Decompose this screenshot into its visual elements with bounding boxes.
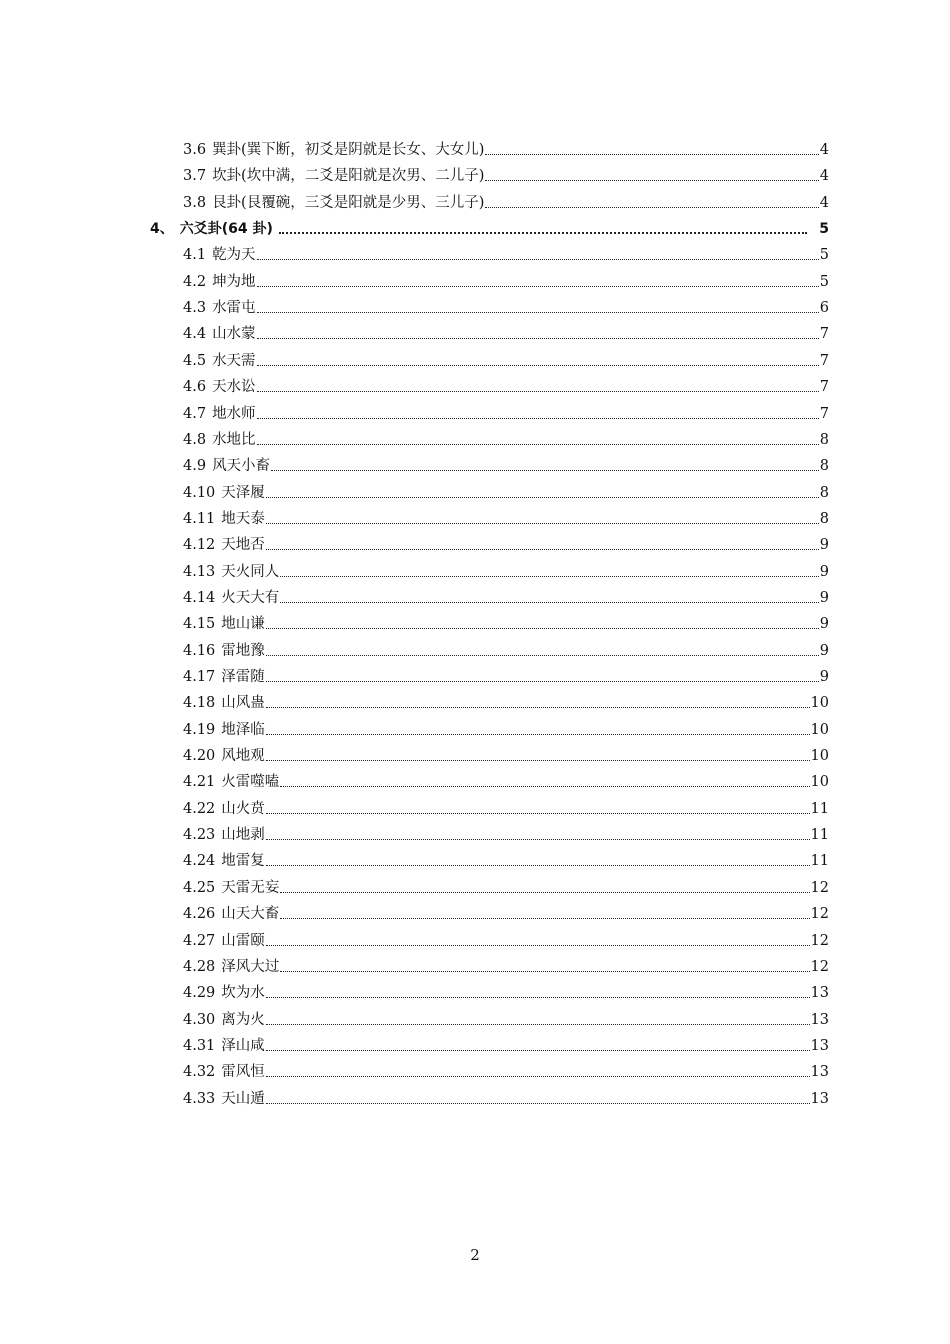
toc-entry-number: 4.19 (183, 721, 216, 738)
dot-leader (266, 707, 810, 708)
toc-entry[interactable] (183, 800, 829, 818)
toc-entry-number: 4.28 (183, 958, 216, 975)
toc-entry-number: 4.2 (183, 273, 207, 290)
toc-entry-number: 4.29 (183, 985, 216, 1002)
dot-leader (266, 1076, 810, 1077)
toc-entry-page: 11 (810, 853, 829, 870)
toc-entry-number: 4.22 (183, 800, 216, 817)
dot-leader (280, 971, 809, 972)
toc-entry-number: 4.30 (183, 1011, 216, 1028)
toc-entry-page: 13 (810, 1037, 829, 1054)
toc-entry-number: 4、 (150, 221, 174, 238)
toc-entry-number: 3.7 (183, 168, 207, 185)
toc-entry[interactable] (183, 352, 829, 370)
toc-entry[interactable] (183, 747, 829, 765)
toc-entry[interactable] (183, 563, 829, 581)
toc-entry-number: 4.17 (183, 669, 216, 685)
toc-entry-page: 13 (810, 1064, 829, 1081)
toc-entry[interactable] (183, 694, 829, 712)
toc-entry-title: 乾为天 (212, 247, 256, 264)
toc-entry-number: 4.26 (183, 906, 216, 923)
toc-entry-title: 天火同人 (221, 563, 280, 580)
page-number: 2 (470, 1246, 480, 1264)
toc-entry-number: 4.13 (183, 563, 216, 580)
toc-entry-page: 12 (810, 958, 829, 975)
toc-entry[interactable] (183, 852, 829, 870)
toc-entry-page: 10 (810, 748, 829, 765)
dot-leader (266, 681, 819, 682)
toc-entry-number: 4.27 (183, 932, 216, 949)
toc-entry-title: 地山谦 (221, 616, 265, 633)
toc-entry-title: 泽山咸 (221, 1037, 265, 1054)
toc-entry-page: 5 (819, 273, 829, 290)
toc-entry-page: 13 (810, 1011, 829, 1028)
toc-entry[interactable] (183, 905, 829, 923)
toc-entry[interactable] (183, 1063, 829, 1081)
toc-entry-page: 4 (819, 194, 829, 211)
toc-entry-page: 5 (819, 247, 829, 264)
dot-leader (257, 418, 819, 419)
dot-leader (266, 734, 810, 735)
toc-entry-number: 4.7 (183, 405, 207, 422)
toc-entry-title: 坎为水 (221, 985, 265, 1002)
dot-leader (257, 444, 819, 445)
toc-entry-title: 雷风恒 (221, 1064, 265, 1081)
toc-entry-number: 4.20 (183, 748, 216, 765)
toc-entry-title: 天山遁 (221, 1090, 265, 1107)
dot-leader (266, 813, 810, 814)
toc-entry-number: 4.16 (183, 642, 216, 659)
toc-entry-title: 艮卦(艮覆碗，三爻是阳就是少男、三儿子) (212, 194, 485, 211)
toc-entry[interactable] (183, 958, 829, 976)
toc-entry-number: 4.24 (183, 853, 216, 870)
dot-leader (266, 865, 810, 866)
toc-entry-title: 地水师 (212, 405, 256, 422)
toc-entry-number: 4.32 (183, 1064, 216, 1081)
toc-entry-page: 10 (810, 721, 829, 738)
dot-leader (257, 365, 819, 366)
toc-entry[interactable] (183, 431, 829, 449)
toc-entry-page: 5 (819, 221, 829, 238)
dot-leader (266, 760, 810, 761)
toc-entry-title: 天雷无妄 (221, 879, 280, 896)
toc-entry-page: 4 (819, 168, 829, 185)
toc-entry-number: 4.11 (183, 510, 216, 527)
dot-leader (485, 154, 818, 155)
toc-entry-page: 12 (810, 879, 829, 896)
toc-entry-title: 山火贲 (221, 800, 265, 817)
toc-entry-page: 10 (810, 774, 829, 791)
toc-entry-number: 3.6 (183, 142, 207, 158)
toc-entry-number: 4.33 (183, 1090, 216, 1107)
toc-entry-number: 4.12 (183, 537, 216, 554)
toc-entry-page: 11 (810, 800, 829, 817)
dot-leader (266, 549, 819, 550)
toc-entry-title: 巽卦(巽下断，初爻是阴就是长女、大女儿) (212, 142, 485, 158)
toc-entry-page: 7 (819, 326, 829, 343)
toc-entry-number: 4.3 (183, 300, 207, 317)
toc-entry-number: 4.21 (183, 774, 216, 791)
toc-entry-page: 7 (819, 379, 829, 396)
toc-entry-number: 4.25 (183, 879, 216, 896)
toc-entry[interactable] (183, 984, 829, 1002)
toc-chapter-entry[interactable] (150, 220, 829, 238)
toc-entry-number: 4.14 (183, 589, 216, 606)
dot-leader (266, 997, 810, 998)
toc-entry-page: 8 (819, 458, 829, 475)
dot-leader (485, 180, 818, 181)
toc-entry-number: 4.6 (183, 379, 207, 396)
toc-entry[interactable] (183, 721, 829, 739)
toc-entry-page: 7 (819, 352, 829, 369)
toc-entry[interactable] (183, 642, 829, 660)
dot-leader (257, 391, 819, 392)
toc-entry[interactable] (183, 405, 829, 423)
toc-entry-number: 4.10 (183, 484, 216, 501)
toc-entry-page: 13 (810, 1090, 829, 1107)
dot-leader (257, 338, 819, 339)
dot-leader (280, 602, 818, 603)
toc-entry[interactable] (183, 615, 829, 633)
toc-entry-page: 12 (810, 906, 829, 923)
toc-entry[interactable] (183, 510, 829, 528)
toc-entry-page: 9 (819, 642, 829, 659)
toc-entry-page: 8 (819, 484, 829, 501)
toc-entry-title: 离为火 (221, 1011, 265, 1028)
toc-entry-title: 坎卦(坎中满，二爻是阳就是次男、二儿子) (212, 168, 485, 185)
toc-entry-title: 天泽履 (221, 484, 265, 501)
toc-entry-title: 地雷复 (221, 853, 265, 870)
toc-entry-title: 火天大有 (221, 589, 280, 606)
toc-entry-title: 风天小畜 (212, 458, 271, 475)
toc-entry[interactable] (183, 273, 829, 291)
toc-entry-title: 山雷颐 (221, 932, 265, 949)
toc-entry[interactable] (183, 1037, 829, 1055)
dot-leader (266, 1103, 810, 1104)
toc-entry-title: 山地剥 (221, 827, 265, 844)
toc-entry-number: 4.1 (183, 247, 207, 264)
toc-entry-page: 9 (819, 616, 829, 633)
toc-entry[interactable] (183, 826, 829, 844)
dot-leader (266, 655, 819, 656)
toc-entry[interactable] (183, 457, 829, 475)
dot-leader (257, 286, 819, 287)
toc-entry-title: 天地否 (221, 537, 265, 554)
toc-entry-page: 4 (819, 142, 829, 158)
toc-entry-page: 10 (810, 695, 829, 712)
toc-entry-page: 9 (819, 537, 829, 554)
dot-leader (266, 839, 810, 840)
toc-entry-page: 12 (810, 932, 829, 949)
dot-leader (280, 576, 818, 577)
dot-leader (279, 232, 807, 234)
dot-leader (266, 945, 810, 946)
toc-entry-page: 9 (819, 589, 829, 606)
dot-leader (266, 628, 819, 629)
toc-entry[interactable] (183, 1090, 829, 1108)
toc-entry-page: 7 (819, 405, 829, 422)
toc-entry-title: 水雷屯 (212, 300, 256, 317)
dot-leader (271, 470, 819, 471)
dot-leader (266, 497, 819, 498)
toc-entry[interactable] (183, 932, 829, 950)
toc-entry-number: 4.31 (183, 1037, 216, 1054)
toc-entry-title: 地天泰 (221, 510, 265, 527)
toc-entry-title: 天水讼 (212, 379, 256, 396)
toc-entry-title: 地泽临 (221, 721, 265, 738)
toc-entry-title: 火雷噬嗑 (221, 774, 280, 791)
dot-leader (266, 523, 819, 524)
toc-entry-number: 4.18 (183, 695, 216, 712)
toc-entry-page: 8 (819, 510, 829, 527)
toc-entry[interactable] (183, 1011, 829, 1029)
toc-entry-number: 4.9 (183, 458, 207, 475)
dot-leader (280, 786, 809, 787)
toc-entry-number: 4.5 (183, 352, 207, 369)
toc-entry-page: 13 (810, 985, 829, 1002)
dot-leader (266, 1024, 810, 1025)
toc-entry[interactable] (183, 299, 829, 317)
toc-entry-title: 水地比 (212, 431, 256, 448)
toc-entry-title: 雷地豫 (221, 642, 265, 659)
toc-entry-title: 六爻卦(64 卦) (179, 221, 273, 238)
dot-leader (280, 892, 809, 893)
toc-entry-page: 9 (819, 563, 829, 580)
toc-entry[interactable] (183, 167, 829, 185)
dot-leader (257, 259, 819, 260)
toc-entry[interactable] (183, 773, 829, 791)
dot-leader (485, 207, 818, 208)
dot-leader (280, 918, 809, 919)
toc-entry-number: 3.8 (183, 194, 207, 211)
toc-entry-number: 4.8 (183, 431, 207, 448)
toc-entry[interactable] (183, 668, 829, 686)
toc-entry[interactable] (183, 246, 829, 264)
toc-entry-title: 水天需 (212, 352, 256, 369)
toc-entry[interactable] (183, 879, 829, 897)
toc-entry-number: 4.4 (183, 326, 207, 343)
toc-entry-page: 11 (810, 827, 829, 844)
toc-entry-number: 4.15 (183, 616, 216, 633)
toc-entry-title: 山水蒙 (212, 326, 256, 343)
toc-entry[interactable] (183, 325, 829, 343)
toc-entry-number: 4.23 (183, 827, 216, 844)
toc-entry-title: 泽风大过 (221, 958, 280, 975)
toc-entry[interactable] (183, 484, 829, 502)
toc-entry-title: 山风蛊 (221, 695, 265, 712)
toc-entry[interactable] (183, 141, 829, 159)
dot-leader (257, 312, 819, 313)
toc-entry-title: 泽雷随 (221, 669, 265, 685)
toc-entry[interactable] (183, 589, 829, 607)
dot-leader (266, 1050, 810, 1051)
toc-entry-title: 山天大畜 (221, 906, 280, 923)
toc-entry[interactable] (183, 378, 829, 396)
toc-entry-page: 9 (819, 669, 829, 685)
toc-entry-page: 6 (819, 300, 829, 317)
toc-entry[interactable] (183, 194, 829, 212)
toc-entry-page: 8 (819, 431, 829, 448)
toc-entry[interactable] (183, 536, 829, 554)
toc-entry-title: 坤为地 (212, 273, 256, 290)
toc-entry-title: 风地观 (221, 748, 265, 765)
